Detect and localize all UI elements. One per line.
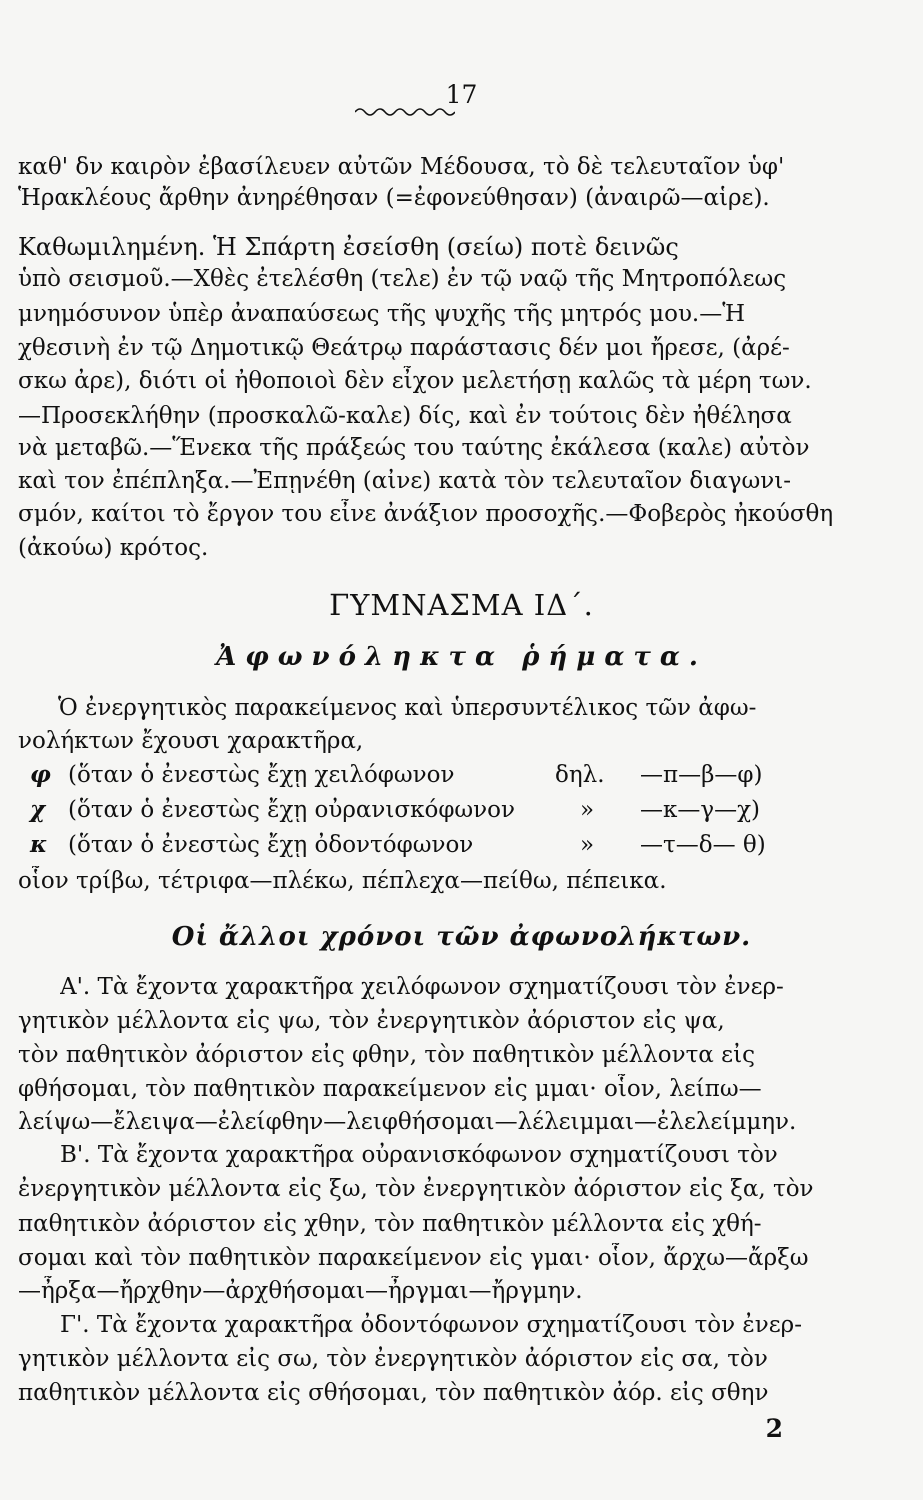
text-line: —Προσεκλήθην (προσκαλῶ-καλε) δίς, καὶ ἐν τούτοις δὲν ἠθέλησα (18, 403, 792, 429)
section-line: φθήσομαι, τὸν παθητικὸν παρακείμενον εἰς μμαι· οἷον, λείπω— (18, 1076, 762, 1102)
section-line: γητικὸν μέλλοντα εἰς ψω, τὸν ἐνεργητικὸν ἀόριστον εἰς ψα, (18, 1008, 725, 1034)
table-row (20, 760, 909, 790)
text-line: καὶ τον ἐπέπληξα.—Ἐπῃνέθη (αἰνε) κατὰ τὸν τελευταῖον διαγωνι- (18, 468, 792, 494)
row-description: (ὅταν ὁ ἐνεστὼς ἔχῃ ὀδοντόφωνον (68, 832, 474, 858)
exercise-heading: ΓΥΜΝΑΣΜΑ ΙΔ΄. (329, 588, 594, 622)
text-line: σμόν, καίτοι τὸ ἔργον του εἶνε ἀνάξιον προσοχῆς.—Φοβερὸς ἠκούσθη (18, 501, 834, 527)
text-line: σκω ἀρε), διότι οἱ ἠθοποιοὶ δὲν εἶχον μελετήσῃ καλῶς τὰ μέρη των. (18, 368, 812, 394)
section-line: ἐνεργητικὸν μέλλοντα εἰς ξω, τὸν ἐνεργητικὸν ἀόριστον εἰς ξα, τὸν (18, 1176, 814, 1202)
row-mark: » (580, 832, 595, 858)
section-line: παθητικὸν μέλλοντα εἰς σθήσομαι, τὸν παθητικὸν ἀόρ. εἰς σθην (18, 1380, 769, 1406)
consonant-letter: χ (30, 796, 46, 823)
table-row (20, 795, 909, 825)
page-number: 17 (445, 80, 478, 109)
section-line: Α'. Τὰ ἔχοντα χαρακτῆρα χειλόφωνον σχηματίζουσι τὸν ἐνερ- (60, 974, 784, 1000)
table-row (20, 830, 909, 860)
section-line: λείψω—ἔλειψα—ἐλείφθην—λειφθήσομαι—λέλειμμαι—ἐλελείμμην. (18, 1109, 797, 1135)
other-tenses-heading: Οἱ ἄλλοι χρόνοι τῶν ἀφωνολήκτων. (171, 922, 752, 952)
consonant-letter: φ (30, 761, 51, 788)
rule-line: νολήκτων ἔχουσι χαρακτῆρα, (18, 728, 364, 754)
row-description: (ὅταν ὁ ἐνεστὼς ἔχῃ οὐρανισκόφωνον (68, 797, 515, 823)
text-line: καθ' δν καιρὸν ἐβασίλευεν αὐτῶν Μέδουσα, τὸ δὲ τελευταῖον ὑφ' (18, 154, 785, 180)
text-line: Καθωμιλημένη. Ἡ Σπάρτη ἐσείσθη (σείω) ποτὲ δεινῶς (18, 233, 679, 261)
row-mark: » (580, 797, 595, 823)
section-line: Γ'. Τὰ ἔχοντα χαρακτῆρα ὀδοντόφωνον σχηματίζουσι τὸν ἐνερ- (60, 1312, 802, 1338)
text-line: μνημόσυνον ὑπὲρ ἀναπαύσεως τῆς ψυχῆς τῆς μητρός μου.—Ἡ (18, 301, 746, 327)
row-letters: —κ—γ—χ) (640, 797, 761, 823)
rule-line: Ὁ ἐνεργητικὸς παρακείμενος καὶ ὑπερσυντέλικος τῶν ἀφω- (58, 695, 757, 721)
section-line: γητικὸν μέλλοντα εἰς σω, τὸν ἐνεργητικὸν ἀόριστον εἰς σα, τὸν (18, 1346, 768, 1372)
text-line: ὑπὸ σεισμοῦ.—Χθὲς ἐτελέσθη (τελε) ἐν τῷ ναῷ τῆς Μητροπόλεως (18, 266, 787, 292)
section-line: τὸν παθητικὸν ἀόριστον εἰς φθην, τὸν παθητικὸν μέλλοντα εἰς (18, 1042, 755, 1068)
text-line: (ἀκούω) κρότος. (18, 535, 209, 561)
row-letters: —τ—δ— θ) (640, 832, 766, 858)
section-line: σομαι καὶ τὸν παθητικὸν παρακείμενον εἰς γμαι· οἷον, ἄρχω—ἄρξω (18, 1245, 809, 1271)
text-line: Ἡρακλέους ἄρθην ἀνηρέθησαν (=ἐφονεύθησαν) (ἀναιρῶ—αἱρε). (18, 185, 770, 211)
section-line: παθητικὸν ἀόριστον εἰς χθην, τὸν παθητικὸν μέλλοντα εἰς χθή- (18, 1211, 762, 1237)
consonant-letter: κ (30, 831, 48, 858)
row-description: (ὅταν ὁ ἐνεστὼς ἔχῃ χειλόφωνον (68, 762, 455, 788)
text-line: χθεσινὴ ἐν τῷ Δημοτικῷ Θεάτρῳ παράστασις δέν μοι ἤρεσε, (ἀρέ- (18, 335, 790, 361)
section-line: —ἦρξα—ἤρχθην—ἀρχθήσομαι—ἦργμαι—ἤργμην. (18, 1278, 583, 1304)
page-number-ornament (355, 106, 455, 118)
signature-mark: 2 (765, 1414, 783, 1443)
row-mark: δηλ. (555, 762, 605, 788)
section-line: Β'. Τὰ ἔχοντα χαρακτῆρα οὐρανισκόφωνον σχηματίζουσι τὸν (60, 1142, 778, 1168)
example-line: οἷον τρίβω, τέτριφα—πλέκω, πέπλεχα—πείθω, πέπεικα. (18, 868, 667, 894)
row-letters: —π—β—φ) (640, 762, 763, 788)
text-line: νὰ μεταβῶ.—Ἕνεκα τῆς πράξεώς του ταύτης ἐκάλεσα (καλε) αὐτὸν (18, 435, 810, 461)
section-subheading: Ἀφωνόληκτα ῥήματα. (216, 642, 707, 672)
